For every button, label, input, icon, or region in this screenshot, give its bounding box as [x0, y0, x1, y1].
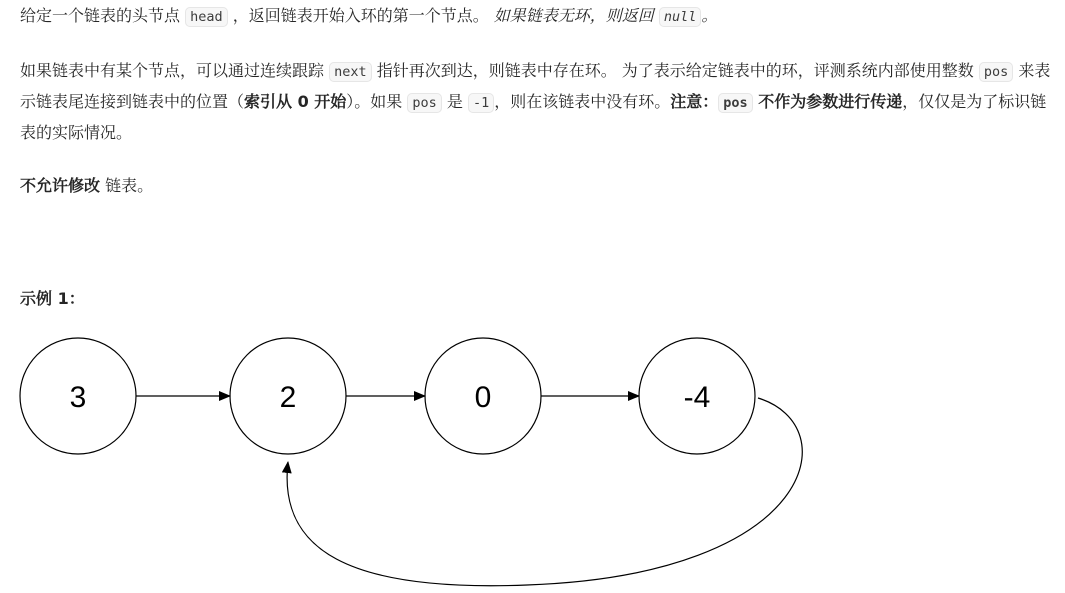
problem-statement: [20, 1, 717, 32]
node-value: 3: [69, 381, 87, 414]
no-modify-label: 不允许修改: [20, 176, 101, 195]
example-title: 示例 1：: [20, 289, 85, 308]
code-pos: pos: [407, 93, 441, 113]
text: 给定一个链表的头节点: [20, 6, 186, 25]
list-node: [20, 338, 136, 454]
text: ，返回链表开始入环的第一个节点。: [227, 6, 494, 25]
list-node: [639, 338, 755, 454]
text: ）。如果: [346, 92, 408, 111]
code-null: null: [659, 7, 702, 27]
text: 如果链表无环，则返回: [493, 6, 659, 25]
text: 来表示链表尾连接到链表中的位置（: [20, 61, 1051, 111]
code-head: head: [185, 7, 228, 27]
no-modify-note: [20, 171, 153, 200]
cycle-definition: [20, 56, 1060, 147]
text: ，则在该链表中没有环。: [494, 92, 671, 111]
linked-list-diagram: [0, 330, 1065, 593]
index-note: 索引从 0 开始: [244, 92, 347, 111]
code-pos: pos: [718, 93, 752, 113]
text: 如果链表中有某个节点，可以通过连续跟踪: [20, 61, 330, 80]
list-node: [425, 338, 541, 454]
text: 。: [701, 6, 718, 25]
list-node: [230, 338, 346, 454]
text: 不作为参数进行传递: [752, 92, 903, 111]
pos-not-param-note: [718, 92, 902, 111]
text: 是: [441, 92, 468, 111]
code-pos: pos: [979, 62, 1013, 82]
text: ，仅仅是为了标识链表的实际情况。: [20, 92, 1047, 142]
node-value: 2: [279, 381, 297, 414]
code-neg-one: -1: [468, 93, 494, 113]
text: 指针再次到达，则链表中存在环。 为了表示给定链表中的环，评测系统内部使用整数: [371, 61, 979, 80]
example-heading: [20, 284, 85, 313]
node-value: -4: [683, 381, 711, 414]
note-label: 注意：: [670, 92, 719, 111]
text: 链表。: [100, 176, 154, 195]
no-cycle-note: [494, 6, 718, 25]
node-value: 0: [474, 381, 492, 414]
code-next: next: [329, 62, 372, 82]
